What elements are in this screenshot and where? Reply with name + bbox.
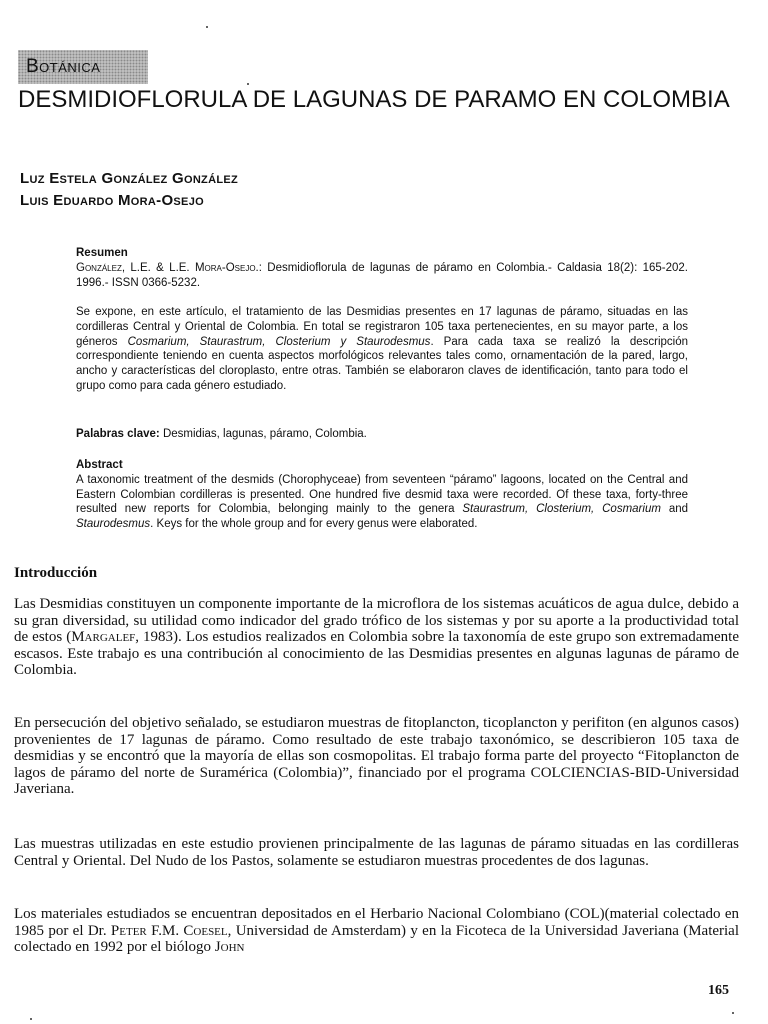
- abstract-heading: Abstract: [76, 459, 123, 471]
- citation-authors: González, L.E. & L.E. Mora-Osejo.:: [76, 261, 262, 274]
- scan-speck: [30, 1018, 32, 1020]
- p1-citation: Margalef: [71, 629, 136, 646]
- resumen-body: [76, 305, 688, 394]
- abstract-genus-2: Staurodesmus: [76, 518, 151, 531]
- abstract: [76, 458, 688, 532]
- p1-text-a: Las Desmidias constituyen un componente importante de la microflora de los sistemas acuáticos de agua dulce, debido a su gran diversidad, su utilidad como indicador del grado trófico de los sistemas y por su aporte a la productividad total de estos (: [14, 596, 739, 646]
- resumen-heading: Resumen: [76, 247, 128, 259]
- abstract-text-1: A taxonomic treatment of the desmids (Chorophyceae) from seventeen “páramo” lagoons, located on the Central and Eastern Colombian cordilleras is presented. One hundred five desmid taxa were recorded. Of these taxa, forty-three resulted new reports for Colombia, belonging mainly to the genera: [76, 473, 688, 516]
- p4-text-a: Los materiales estudiados se encuentran depositados en el Herbario Nacional Colombiano (COL)(material colectado en 1985 por el Dr.: [14, 906, 739, 939]
- intro-paragraph-4: [14, 906, 739, 956]
- resumen-genera: Cosmarium, Staurastrum, Closterium y Staurodesmus: [127, 335, 431, 348]
- abstract-genus-1: Staurastrum, Closterium, Cosmarium: [462, 503, 661, 516]
- article-title: DESMIDIOFLORULA DE LAGUNAS DE PARAMO EN COLOMBIA: [18, 86, 730, 113]
- p4-citation-2: John: [214, 939, 245, 956]
- citation-details: Desmidioflorula de lagunas de páramo en Colombia.- Caldasia 18(2): 165-202. 1996.- ISSN 0366-5232.: [76, 261, 688, 289]
- p4-citation-1: Peter F.M. Coesel: [110, 922, 228, 939]
- intro-paragraph-2: En persecución del objetivo señalado, se estudiaron muestras de fitoplancton, ticoplancton y perifiton (en algunos casos) provenientes de 17 lagunas de páramo. Como resultado de este trabajo taxonómico, se describieron 105 taxa de desmidias y se encontró que la mayoría de ellas son cosmopolitas. El trabajo forma parte del proyecto “Fitoplancton de lagos de páramo del norte de Suramérica (Colombia)”, financiado por el programa COLCIENCIAS-BID-Universidad Javeriana.: [14, 715, 739, 798]
- page-number: 165: [708, 983, 729, 998]
- scan-speck: [247, 83, 249, 85]
- p1-text-b: , 1983). Los estudios realizados en Colombia sobre la taxonomía de este grupo son extremadamente escasos. Este trabajo es una contribución al conocimiento de las Desmidias presentes en algunas lagunas de páramo de Colombia.: [14, 629, 740, 679]
- introduction-heading: Introducción: [14, 565, 98, 581]
- abstract-and: and: [668, 503, 688, 516]
- scan-speck: [206, 26, 208, 28]
- keywords-label: Palabras clave:: [76, 428, 160, 440]
- intro-paragraph-1: [14, 596, 739, 679]
- resumen-text-2: . Para cada taxa se realizó la descripción correspondiente teniendo en cuenta aspectos morfológicos relevantes tales como, ornamentación de la pared, largo, ancho y características del cloroplasto, entre otras. También se elaboraron claves de identificación, tanto para todo el grupo como para cada género estudiado.: [76, 335, 689, 392]
- keywords-text: Desmidias, lagunas, páramo, Colombia.: [162, 428, 367, 440]
- p4-text-b: , Universidad de Amsterdam) y en la Ficoteca de la Universidad Javeriana (Material colectado en 1992 por el biólogo: [14, 922, 740, 956]
- resumen-citation: [76, 246, 688, 290]
- author-name: Luz Estela González González: [20, 170, 239, 187]
- intro-paragraph-3: Las muestras utilizadas en este estudio provienen principalmente de las lagunas de páramo situadas en las cordilleras Central y Oriental. Del Nudo de los Pastos, solamente se estudiaron muestras procedentes de dos lagunas.: [14, 836, 739, 869]
- author-name: Luis Eduardo Mora-Osejo: [20, 192, 204, 209]
- scan-speck: [732, 1012, 734, 1014]
- resumen-text-1: Se expone, en este artículo, el tratamiento de las Desmidias presentes en 17 lagunas de páramo, situadas en las cordilleras Central y Oriental de Colombia. En total se registraron 105 taxa pertenecientes, en su mayor parte, a los géneros: [76, 306, 688, 348]
- keywords: [76, 427, 688, 442]
- section-label: Botánica: [18, 50, 148, 84]
- abstract-text-2: . Keys for the whole group and for every genus were elaborated.: [150, 518, 478, 531]
